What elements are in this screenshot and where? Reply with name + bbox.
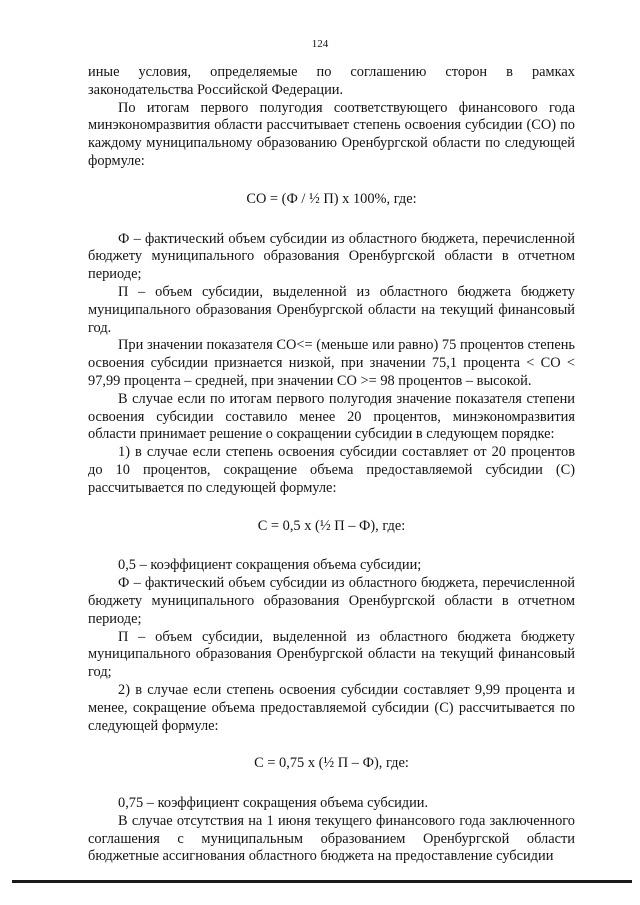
formula-c-075: С = 0,75 х (½ П – Ф), где: bbox=[254, 755, 409, 772]
paragraph-continuation: иные условия, определяемые по соглашению сторон в рамках законодательства Российской Федерации. bbox=[88, 64, 575, 98]
paragraph-case-2: 2) в случае если степень освоения субсидии составляет 9,99 процента и менее, сокращение объема предоставляемой субсидии (С) рассчитывается по следующей формуле: bbox=[88, 681, 575, 734]
page-number: 124 bbox=[311, 38, 329, 50]
paragraph-coef-075: 0,75 – коэффициент сокращения объема субсидии. bbox=[118, 795, 429, 812]
paragraph-case-1: 1) в случае если степень освоения субсидии составляет от 20 процентов до 10 процентов, сокращение объема предоставляемой субсидии (С) рассчитывается по следующей формуле: bbox=[88, 444, 575, 496]
paragraph-reduction-intro: В случае если по итогам первого полугодия значение показателя степени освоения субсидии составило менее 20 процентов, минэкономразвития области принимает решение о сокращении субсидии в следующем порядке: bbox=[88, 390, 575, 443]
paragraph-calculation-intro: По итогам первого полугодия соответствующего финансового года минэкономразвития области рассчитывает степень освоения субсидии (СО) по каждому муниципальному образованию Оренбургской области по следующей формуле: bbox=[88, 99, 575, 169]
paragraph-no-agreement: В случае отсутствия на 1 июня текущего финансового года заключенного соглашения с муниципальным образованием Оренбургской области бюджетные ассигнования областного бюджета на предоставление субсидии bbox=[88, 812, 575, 865]
formula-co: СО = (Ф / ½ П) х 100%, где: bbox=[246, 190, 417, 207]
paragraph-coef-05: 0,5 – коэффициент сокращения объема субсидии; bbox=[118, 557, 422, 574]
formula-c-05: С = 0,5 х (½ П – Ф), где: bbox=[257, 517, 406, 534]
paragraph-def-f-2: Ф – фактический объем субсидии из областного бюджета, перечисленной бюджету муниципального образования Оренбургской области в отчетном периоде; bbox=[88, 575, 575, 627]
paragraph-thresholds: При значении показателя СО<= (меньше или равно) 75 процентов степень освоения субсидии признается низкой, при значении 75,1 процента < СО < 97,99 процента – средней, при значении СО >= 98 процентов – высокой. bbox=[88, 337, 575, 389]
paragraph-def-p-2: П – объем субсидии, выделенной из областного бюджета бюджету муниципального образования Оренбургской области на текущий финансовый год; bbox=[88, 628, 575, 681]
paragraph-def-f: Ф – фактический объем субсидии из областного бюджета, перечисленной бюджету муниципального образования Оренбургской области в отчетном периоде; bbox=[88, 230, 575, 283]
bottom-rule-divider bbox=[12, 880, 632, 883]
document-body bbox=[88, 64, 575, 866]
paragraph-def-p: П – объем субсидии, выделенной из областного бюджета бюджету муниципального образования Оренбургской области на текущий финансовый год. bbox=[88, 283, 575, 336]
